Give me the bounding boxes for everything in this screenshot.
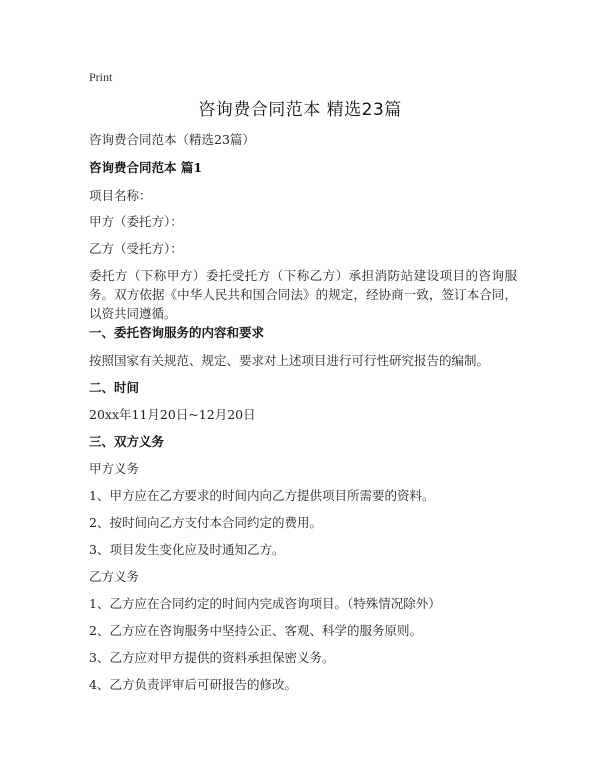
party-b-duty-item: 4、乙方负责评审后可研报告的修改。 bbox=[89, 677, 297, 692]
party-b-duty-item: 2、乙方应在咨询服务中坚持公正、客观、科学的服务原则。 bbox=[89, 623, 422, 638]
heading-obligations: 三、双方义务 bbox=[89, 434, 165, 449]
print-link[interactable]: Print bbox=[89, 70, 113, 84]
project-name-field: 项目名称： bbox=[89, 188, 152, 203]
content-requirements-text: 按照国家有关规范、规定、要求对上述项目进行可行性研究报告的编制。 bbox=[89, 353, 490, 368]
party-a-duty-item: 2、按时间向乙方支付本合同约定的费用。 bbox=[89, 515, 322, 530]
party-a-field: 甲方（委托方）： bbox=[89, 214, 183, 229]
party-b-duty-item: 1、乙方应在合同约定的时间内完成咨询项目。（特殊情况除外） bbox=[89, 596, 441, 611]
party-a-duty-item: 1、甲方应在乙方要求的时间内向乙方提供项目所需要的资料。 bbox=[89, 488, 435, 503]
time-range-text: 20xx年11月20日~12月20日 bbox=[89, 407, 256, 422]
party-b-duty-item: 3、乙方应对甲方提供的资料承担保密义务。 bbox=[89, 650, 335, 665]
section-heading: 咨询费合同范本 篇1 bbox=[89, 160, 203, 175]
heading-time: 二、时间 bbox=[89, 380, 140, 395]
party-a-duty-item: 3、项目发生变化应及时通知乙方。 bbox=[89, 542, 285, 557]
party-b-duties-title: 乙方义务 bbox=[89, 569, 140, 584]
intro-paragraph: 委托方（下称甲方）委托受托方（下称乙方）承担消防站建设项目的咨询服务。双方依据《中华人民共和国合同法》的规定，经协商一致，签订本合同，以资共同遵循。 bbox=[89, 268, 517, 321]
document-subtitle: 咨询费合同范本（精选23篇） bbox=[89, 132, 255, 147]
party-b-field: 乙方（受托方）： bbox=[89, 241, 183, 256]
party-a-duties-title: 甲方义务 bbox=[89, 461, 140, 476]
document-title: 咨询费合同范本 精选23篇 bbox=[198, 100, 402, 120]
heading-content-requirements: 一、委托咨询服务的内容和要求 bbox=[89, 325, 265, 340]
